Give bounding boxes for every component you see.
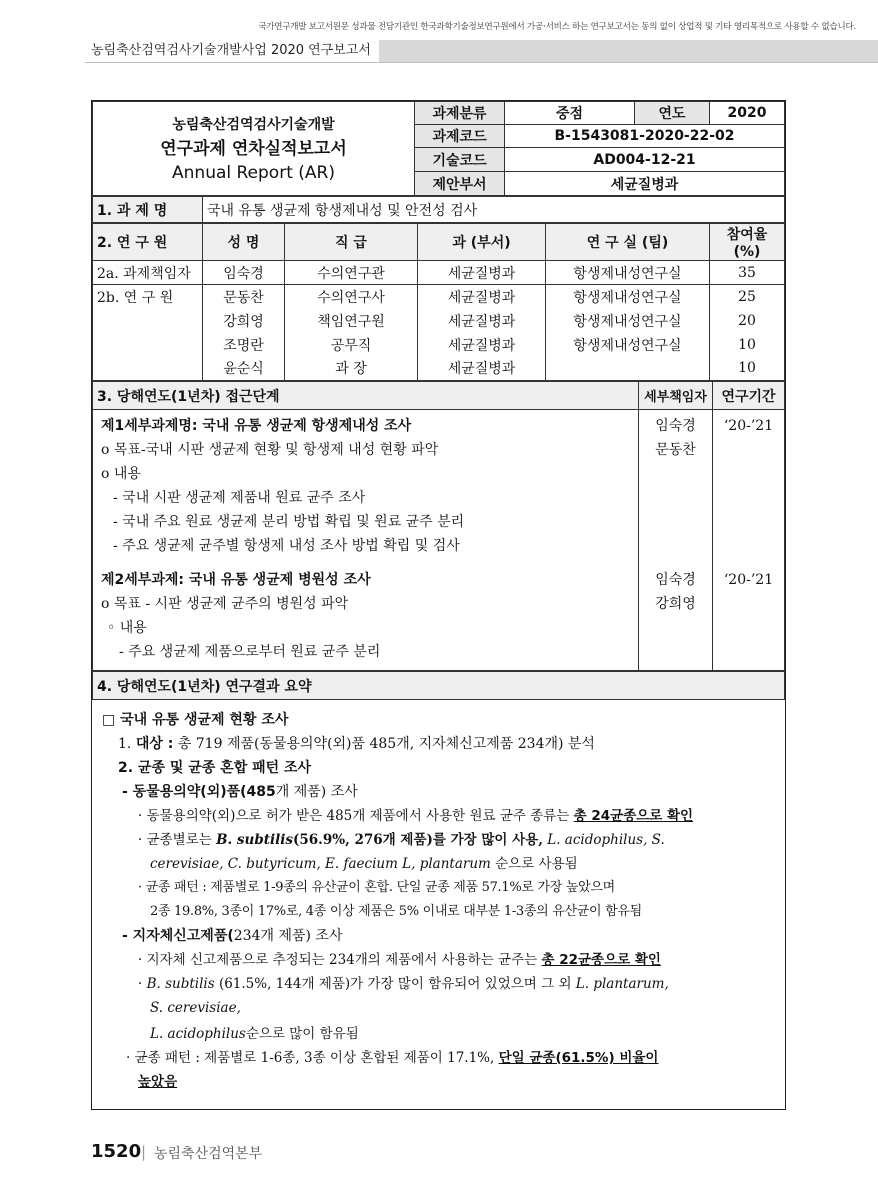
researcher-lab: 항생제내성연구실 (546, 333, 710, 357)
tech-label: 기술코드 (415, 148, 505, 172)
researcher-name: 윤순식 (203, 357, 285, 381)
header-title: 농림축산검역검사기술개발사업 2020 연구보고서 (85, 40, 379, 62)
researcher-row (93, 285, 785, 309)
results-table (92, 671, 785, 700)
researcher-rate: 35 (710, 261, 785, 285)
loc2-c: L. plantarum, (571, 976, 669, 992)
approach-content (93, 410, 639, 671)
loc-head-bold: - 지자체신고제품( (122, 928, 234, 944)
researcher-rate: 10 (710, 333, 785, 357)
report-org: 농림축산검역검사기술개발 (172, 116, 335, 133)
loc3-a: · 균종 패턴 : 제품별로 1-6종, 3종 이상 혼합된 제품이 17.1%, (126, 1050, 499, 1066)
loc2-e: L. acidophilus (150, 1026, 246, 1042)
researcher-rank: 과 장 (285, 357, 418, 381)
researcher-col-rank: 직 급 (285, 224, 418, 261)
sub1-period: ‘20-’21 (723, 418, 774, 434)
researcher-rank: 책임연구원 (285, 309, 418, 333)
approach-col-resp: 세부책임자 (639, 382, 713, 410)
vet2-a: · 균종별로는 (138, 832, 217, 848)
project-table (92, 196, 785, 223)
loc1-b: 총 22균종으로 확인 (541, 952, 661, 968)
sub1-resp: 임숙경 (655, 418, 696, 434)
sub1-resp: 문동찬 (655, 442, 696, 458)
researcher-lab (546, 357, 710, 381)
researcher-lab: 항생제내성연구실 (546, 285, 710, 309)
year-label: 연도 (635, 102, 710, 125)
report-title-block (93, 102, 415, 196)
researcher-name: 문동찬 (203, 285, 285, 309)
footer-separator: | (141, 1143, 147, 1161)
results-heading: □ 국내 유통 생균제 현황 조사 (102, 712, 289, 728)
item1-bold: 대상 : (135, 736, 174, 752)
vet-line-2b (102, 852, 775, 876)
code-value: B-1543081-2020-22-02 (505, 125, 785, 148)
researcher-role (93, 309, 203, 333)
researcher-rate: 25 (710, 285, 785, 309)
report-document (91, 100, 786, 1110)
report-name-en: Annual Report (AR) (172, 162, 335, 183)
approach-col-period: 연구기간 (713, 382, 785, 410)
researcher-col-role: 2. 연 구 원 (93, 224, 203, 261)
researcher-lab: 항생제내성연구실 (546, 309, 710, 333)
results-body (92, 700, 785, 1094)
loc-line-3 (102, 1046, 775, 1070)
vet2-c: (56.9%, 276개 제품)를 가장 많이 사용, (292, 832, 543, 848)
loc-head-rest: 234개 제품) 조사 (233, 928, 343, 944)
researcher-rank: 수의연구사 (285, 285, 418, 309)
loc2-b: (61.5%, 144개 제품)가 가장 많이 함유되어 있었으며 그 외 (214, 976, 572, 992)
item1-text: 총 719 제품(동물용의약(외)품 485개, 지자체신고제품 234개) 분석 (173, 736, 595, 752)
sub1-line: o 내용 (101, 466, 141, 482)
loc3-b: 단일 균종(61.5%) 비율이 (498, 1050, 659, 1066)
researcher-row (93, 261, 785, 285)
researcher-role (93, 357, 203, 381)
tech-value: AD004-12-21 (505, 148, 785, 172)
copyright-notice: 국가연구개발 보고서원문 성과물 전담기관인 한국과학기술정보연구원에서 가공·서비스 하는 연구보고서는 동의 없이 상업적 및 기타 영리목적으로 사용할 수 없습니다. (258, 22, 856, 32)
vet-line-2 (102, 828, 775, 852)
researcher-dept: 세균질병과 (418, 261, 546, 285)
loc2-f: 순으로 많이 함유됨 (245, 1026, 359, 1042)
vet1-a: · 동물용의약(외)으로 허가 받은 485개 제품에서 사용한 원료 균주 종류는 (138, 808, 574, 824)
researcher-col-rate: 참여율(%) (710, 224, 785, 261)
sub2-resp: 강희영 (655, 596, 696, 612)
results-item1 (102, 732, 775, 756)
approach-resp (639, 410, 713, 671)
loc-line-1 (102, 948, 775, 972)
researcher-dept: 세균질병과 (418, 333, 546, 357)
sub2-period: ‘20-’21 (723, 572, 774, 588)
class-label: 과제분류 (415, 102, 505, 125)
item1-num: 1. (118, 736, 132, 752)
sub1-line: - 주요 생균제 균주별 항생제 내성 조사 방법 확립 및 검사 (113, 538, 460, 554)
researcher-dept: 세균질병과 (418, 357, 546, 381)
loc1-a: · 지자체 신고제품으로 추정되는 234개의 제품에서 사용하는 균주는 (138, 952, 542, 968)
sub1-title: 제1세부과제명: 국내 유통 생균제 항생제내성 조사 (101, 418, 412, 434)
sub1-line: - 국내 주요 원료 생균제 분리 방법 확립 및 원료 균주 분리 (113, 514, 465, 530)
vet2-b: B. subtilis (216, 832, 293, 848)
researcher-col-dept: 과 (부서) (418, 224, 546, 261)
loc-line-3b (102, 1070, 775, 1094)
footer-org: 농림축산검역본부 (154, 1146, 263, 1162)
researcher-rate: 20 (710, 309, 785, 333)
researcher-lab: 항생제내성연구실 (546, 261, 710, 285)
researcher-rate: 10 (710, 357, 785, 381)
researcher-dept: 세균질병과 (418, 285, 546, 309)
approach-table (92, 381, 785, 671)
researcher-role: 2b. 연 구 원 (93, 285, 203, 309)
researcher-name: 강희영 (203, 309, 285, 333)
loc-head (102, 924, 775, 948)
sub2-resp: 임숙경 (655, 572, 696, 588)
sub2-line: - 주요 생균제 제품으로부터 원료 균주 분리 (119, 644, 381, 660)
project-label: 1. 과 제 명 (93, 197, 203, 223)
vet-head-bold: - 동물용의약(외)품(485 (122, 784, 276, 800)
class-value: 중점 (505, 102, 635, 125)
researcher-row (93, 309, 785, 333)
dept-value: 세균질병과 (505, 172, 785, 196)
vet-line-3: · 균종 패턴 : 제품별로 1-9종의 유산균이 혼합. 단일 균종 제품 57.1%로 가장 높았으며 (138, 880, 615, 895)
sub1-line: - 국내 시판 생균제 제품내 원료 균주 조사 (113, 490, 366, 506)
researcher-name: 조명란 (203, 333, 285, 357)
loc2-a: · B. subtilis (138, 976, 215, 992)
dept-label: 제안부서 (415, 172, 505, 196)
researcher-table (92, 223, 785, 381)
header-divider (85, 62, 878, 63)
loc-line-2b: S. cerevisiae, (150, 1000, 241, 1016)
vet-head-rest: 개 제품) 조사 (275, 784, 358, 800)
loc-line-2c (102, 1022, 775, 1046)
vet-line-1 (102, 804, 775, 828)
researcher-rank: 공무직 (285, 333, 418, 357)
report-header-table (92, 101, 785, 196)
researcher-dept: 세균질병과 (418, 309, 546, 333)
sub2-line: o 목표 - 시판 생균제 균주의 병원성 파악 (101, 596, 349, 612)
vet2-f: 순으로 사용됨 (490, 856, 578, 872)
sub2-title: 제2세부과제: 국내 유통 생균제 병원성 조사 (101, 572, 371, 588)
vet-head (102, 780, 775, 804)
code-label: 과제코드 (415, 125, 505, 148)
researcher-role: 2a. 과제책임자 (93, 261, 203, 285)
loc3-c: 높았음 (138, 1074, 178, 1090)
researcher-name: 임숙경 (203, 261, 285, 285)
project-title: 국내 유통 생균제 항생제내성 및 안전성 검사 (203, 197, 785, 223)
researcher-col-name: 성 명 (203, 224, 285, 261)
researcher-rank: 수의연구관 (285, 261, 418, 285)
researcher-row (93, 333, 785, 357)
approach-label: 3. 당해연도(1년차) 접근단계 (93, 382, 639, 410)
vet2-d: L. acidophilus, S. (542, 832, 665, 848)
researcher-row (93, 357, 785, 381)
researcher-header-row (93, 224, 785, 261)
approach-period (713, 410, 785, 671)
vet1-b: 총 24균종으로 확인 (573, 808, 694, 824)
report-name: 연구과제 연차실적보고서 (160, 138, 347, 159)
year-value: 2020 (710, 102, 785, 125)
results-item2: 2. 균종 및 균종 혼합 패턴 조사 (118, 760, 312, 776)
sub2-line: ◦ 내용 (107, 620, 147, 636)
loc-line-2 (102, 972, 775, 996)
page-number: 1520 (91, 1141, 142, 1162)
researcher-role (93, 333, 203, 357)
vet2-e: cerevisiae, C. butyricum, E. faecium L, plantarum (150, 856, 491, 872)
sub1-line: o 목표-국내 시판 생균제 현황 및 항생제 내성 현황 파악 (101, 442, 439, 458)
vet-line-3b: 2종 19.8%, 3종이 17%로, 4종 이상 제품은 5% 이내로 대부분 1-3종의 유산균이 함유됨 (150, 904, 642, 919)
researcher-col-lab: 연 구 실 (팀) (546, 224, 710, 261)
results-label: 4. 당해연도(1년차) 연구결과 요약 (93, 672, 785, 700)
